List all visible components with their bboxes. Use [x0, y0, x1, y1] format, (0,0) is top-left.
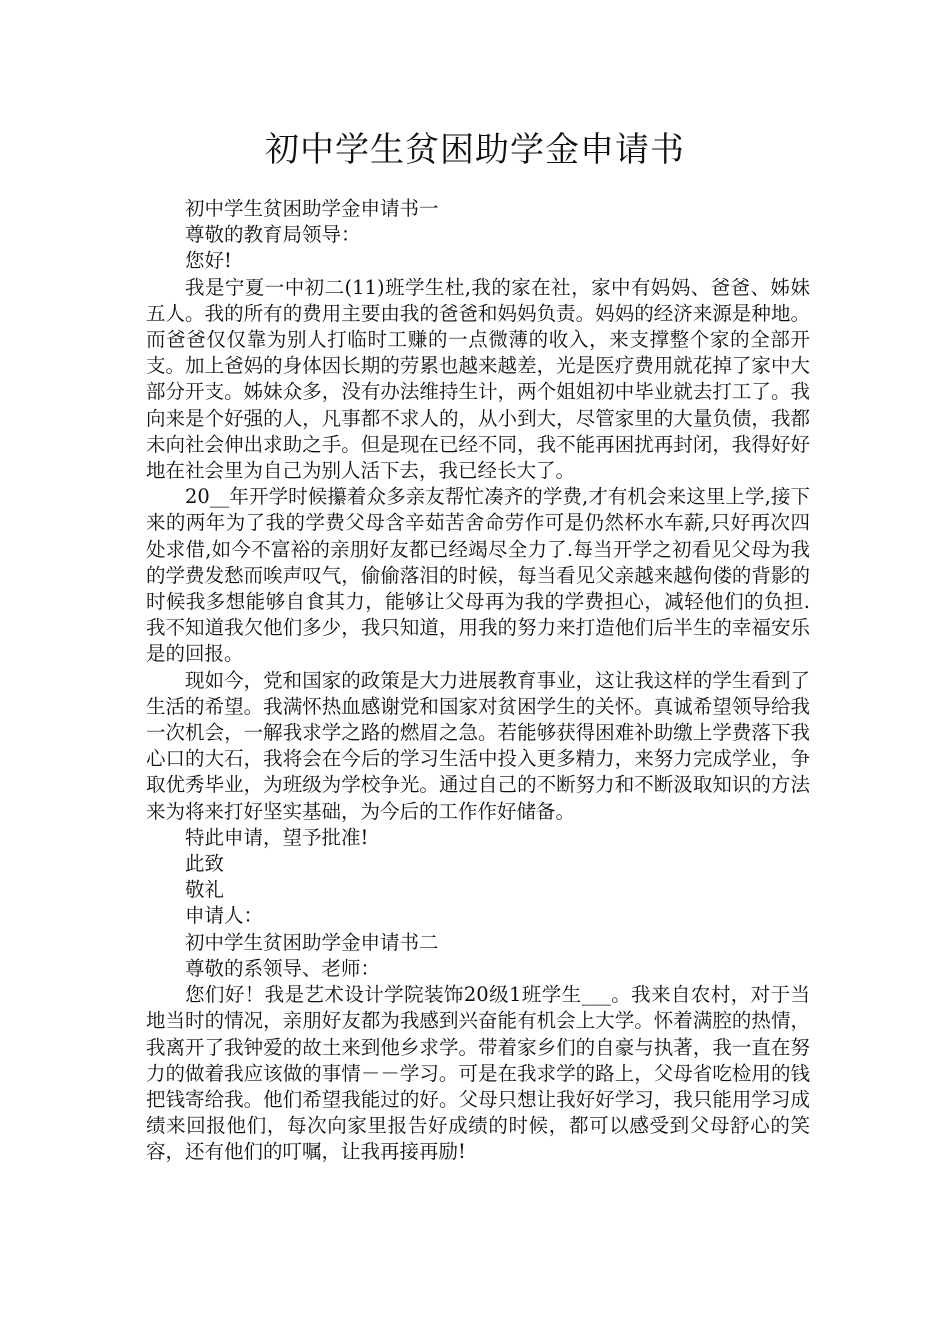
body-line: 尊敬的系领导、老师： — [185, 956, 381, 980]
body-line: 敬礼 — [185, 878, 225, 902]
document-title: 初中学生贫困助学金申请书 — [265, 130, 685, 170]
body-line: 初中学生贫困助学金申请书一 — [185, 197, 439, 220]
body-line: 尊敬的教育局领导： — [185, 223, 361, 247]
body-line: 您好! — [185, 249, 232, 273]
body-line: 申请人： — [185, 904, 264, 928]
body-line: 此致 — [185, 852, 225, 876]
body-paragraph: 您们好！我是艺术设计学院装饰20级1班学生___。我来自农村，对于当地当时的情况，亲朋好友都为我感到兴奋能有机会上大学。怀着满腔的热情，我离开了我钟爱的故土来到他乡求学。带着家乡们的自豪与执著，我一直在努力的做着我应该做的事情－－学习。可是在我求学的路上，父母省吃检用的钱把钱寄给我。他们希望我能过的好。父母只想让我好好学习，我只能用学习成绩来回报他们，每次向家里报告好成绩的时候，都可以感受到父母舒心的笑容，还有他们的叮嘱，让我再接再励! — [146, 983, 810, 1164]
document-body — [146, 196, 810, 1166]
body-paragraph: 现如今，党和国家的政策是大力进展教育事业，这让我这样的学生看到了生活的希望。我满怀热血感谢党和国家对贫困学生的关怀。真诚希望领导给我一次机会，一解我求学之路的燃眉之急。若能够获得困难补助缴上学费落下我心口的大石，我将会在今后的学习生活中投入更多精力，来努力完成学业，争取优秀毕业，为班级为学校争光。通过自己的不断努力和不断汲取知识的方法来为将来打好坚实基础，为今后的工作作好储备。 — [146, 668, 810, 823]
body-line: 初中学生贫困助学金申请书二 — [185, 930, 439, 954]
body-paragraph: 我是宁夏一中初二(11)班学生杜,我的家在社，家中有妈妈、爸爸、姊妹五人。我的所有的费用主要由我的爸爸和妈妈负责。妈妈的经济来源是种地。而爸爸仅仅靠为别人打临时工赚的一点微薄的收入，来支撑整个家的全部开支。加上爸妈的身体因长期的劳累也越来越差，光是医疗费用就花掉了家中大部分开支。姊妹众多，没有办法维持生计，两个姐姐初中毕业就去打工了。我向来是个好强的人，凡事都不求人的，从小到大，尽管家里的大量负债，我都未向社会伸出求助之手。但是现在已经不同，我不能再困扰再封闭，我得好好地在社会里为自己为别人活下去，我已经长大了。 — [146, 275, 810, 483]
body-line: 特此申请，望予批准! — [185, 825, 369, 849]
body-paragraph: 20__年开学时候攥着众多亲友帮忙凑齐的学费,才有机会来这里上学,接下来的两年为了我的学费父母含辛茹苦舍命劳作可是仍然杯水车薪,只好再次四处求借,如今不富裕的亲朋好友都已经竭尽全力了.每当开学之初看见父母为我的学费发愁而唉声叹气，偷偷落泪的时候，每当看见父亲越来越佝偻的背影的时候我多想能够自食其力，能够让父母再为我的学费担心，减轻他们的负担.我不知道我欠他们多少，我只知道，用我的努力来打造他们后半生的幸福安乐是的回报。 — [146, 485, 810, 666]
